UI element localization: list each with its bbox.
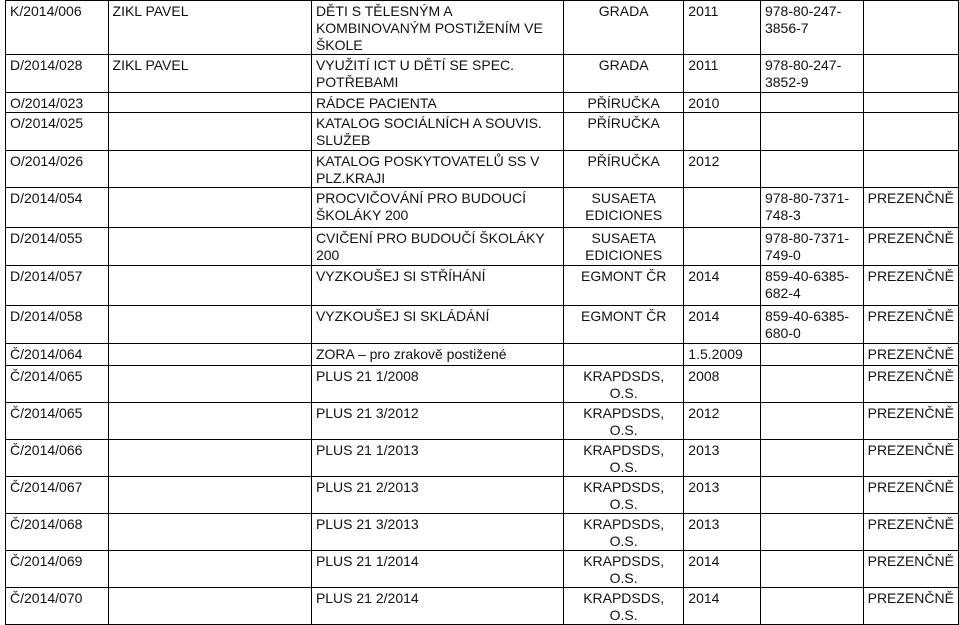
- publisher-cell: KRAPDSDS, O.S.: [564, 551, 684, 588]
- note-cell: PREZENČNĚ: [863, 228, 958, 266]
- isbn-cell: 859-40-6385-682-4: [760, 266, 863, 306]
- publisher-cell: GRADA: [564, 1, 684, 55]
- title-cell: PLUS 21 3/2013: [311, 514, 563, 551]
- table-row: [6, 113, 959, 151]
- publisher-cell: PŘÍRUČKA: [564, 113, 684, 151]
- year-cell: 2014: [684, 306, 761, 344]
- publisher-cell: PŘÍRUČKA: [564, 93, 684, 113]
- author-cell: [108, 551, 311, 588]
- author-cell: [108, 93, 311, 113]
- author-cell: [108, 440, 311, 477]
- isbn-cell: [760, 440, 863, 477]
- title-cell: CVIČENÍ PRO BUDOUČÍ ŠKOLÁKY 200: [311, 228, 563, 266]
- isbn-cell: [760, 366, 863, 403]
- isbn-cell: [760, 403, 863, 440]
- table-row: [6, 306, 959, 344]
- note-cell: [863, 93, 958, 113]
- signature-cell: O/2014/023: [6, 93, 109, 113]
- note-cell: PREZENČNĚ: [863, 366, 958, 403]
- isbn-cell: [760, 344, 863, 366]
- table-row: [6, 366, 959, 403]
- isbn-cell: [760, 113, 863, 151]
- publisher-cell: KRAPDSDS, O.S.: [564, 514, 684, 551]
- year-cell: 2013: [684, 514, 761, 551]
- note-cell: PREZENČNĚ: [863, 514, 958, 551]
- year-cell: [684, 228, 761, 266]
- note-cell: [863, 113, 958, 151]
- publisher-cell: PŘÍRUČKA: [564, 151, 684, 188]
- isbn-cell: [760, 551, 863, 588]
- author-cell: [108, 344, 311, 366]
- year-cell: [684, 113, 761, 151]
- author-cell: [108, 403, 311, 440]
- title-cell: PLUS 21 1/2008: [311, 366, 563, 403]
- title-cell: KATALOG POSKYTOVATELŮ SS V PLZ.KRAJI: [311, 151, 563, 188]
- signature-cell: D/2014/057: [6, 266, 109, 306]
- title-cell: PLUS 21 1/2013: [311, 440, 563, 477]
- year-cell: 2014: [684, 588, 761, 625]
- publisher-cell: [564, 344, 684, 366]
- author-cell: [108, 306, 311, 344]
- publisher-cell: KRAPDSDS, O.S.: [564, 366, 684, 403]
- author-cell: [108, 588, 311, 625]
- signature-cell: Č/2014/070: [6, 588, 109, 625]
- author-cell: [108, 151, 311, 188]
- note-cell: PREZENČNĚ: [863, 403, 958, 440]
- publisher-cell: EGMONT ČR: [564, 266, 684, 306]
- signature-cell: Č/2014/069: [6, 551, 109, 588]
- signature-cell: D/2014/028: [6, 55, 109, 93]
- year-cell: 2011: [684, 55, 761, 93]
- signature-cell: Č/2014/064: [6, 344, 109, 366]
- note-cell: PREZENČNĚ: [863, 440, 958, 477]
- table-row: [6, 588, 959, 625]
- note-cell: PREZENČNĚ: [863, 188, 958, 228]
- signature-cell: O/2014/026: [6, 151, 109, 188]
- title-cell: KATALOG SOCIÁLNÍCH A SOUVIS. SLUŽEB: [311, 113, 563, 151]
- author-cell: [108, 113, 311, 151]
- isbn-cell: [760, 151, 863, 188]
- title-cell: VYZKOUŠEJ SI SKLÁDÁNÍ: [311, 306, 563, 344]
- table-row: [6, 477, 959, 514]
- author-cell: [108, 477, 311, 514]
- publisher-cell: KRAPDSDS, O.S.: [564, 477, 684, 514]
- year-cell: 2010: [684, 93, 761, 113]
- author-cell: [108, 188, 311, 228]
- author-cell: [108, 228, 311, 266]
- title-cell: DĚTI S TĚLESNÝM A KOMBINOVANÝM POSTIŽENÍM VE ŠKOLE: [311, 1, 563, 55]
- year-cell: 2012: [684, 151, 761, 188]
- note-cell: [863, 1, 958, 55]
- table-row: [6, 228, 959, 266]
- publisher-cell: SUSAETA EDICIONES: [564, 228, 684, 266]
- isbn-cell: 859-40-6385-680-0: [760, 306, 863, 344]
- publisher-cell: EGMONT ČR: [564, 306, 684, 344]
- isbn-cell: [760, 588, 863, 625]
- year-cell: 2012: [684, 403, 761, 440]
- table-row: [6, 55, 959, 93]
- title-cell: VYUŽITÍ ICT U DĚTÍ SE SPEC. POTŘEBAMI: [311, 55, 563, 93]
- isbn-cell: [760, 477, 863, 514]
- year-cell: 1.5.2009: [684, 344, 761, 366]
- author-cell: [108, 266, 311, 306]
- signature-cell: O/2014/025: [6, 113, 109, 151]
- note-cell: PREZENČNĚ: [863, 306, 958, 344]
- isbn-cell: 978-80-247-3856-7: [760, 1, 863, 55]
- signature-cell: Č/2014/065: [6, 366, 109, 403]
- signature-cell: Č/2014/068: [6, 514, 109, 551]
- table-row: [6, 93, 959, 113]
- author-cell: ZIKL PAVEL: [108, 1, 311, 55]
- author-cell: [108, 366, 311, 403]
- author-cell: ZIKL PAVEL: [108, 55, 311, 93]
- signature-cell: Č/2014/066: [6, 440, 109, 477]
- table-row: [6, 188, 959, 228]
- isbn-cell: [760, 514, 863, 551]
- year-cell: 2008: [684, 366, 761, 403]
- title-cell: PLUS 21 1/2014: [311, 551, 563, 588]
- table-row: [6, 151, 959, 188]
- title-cell: ZORA – pro zrakově postižené: [311, 344, 563, 366]
- author-cell: [108, 514, 311, 551]
- title-cell: VYZKOUŠEJ SI STŘÍHÁNÍ: [311, 266, 563, 306]
- title-cell: PROCVIČOVÁNÍ PRO BUDOUCÍ ŠKOLÁKY 200: [311, 188, 563, 228]
- inventory-table: [5, 0, 959, 625]
- signature-cell: D/2014/055: [6, 228, 109, 266]
- title-cell: PLUS 21 2/2013: [311, 477, 563, 514]
- note-cell: PREZENČNĚ: [863, 266, 958, 306]
- signature-cell: D/2014/054: [6, 188, 109, 228]
- note-cell: PREZENČNĚ: [863, 344, 958, 366]
- table-row: [6, 344, 959, 366]
- note-cell: PREZENČNĚ: [863, 477, 958, 514]
- table-row: [6, 514, 959, 551]
- isbn-cell: 978-80-7371-748-3: [760, 188, 863, 228]
- note-cell: PREZENČNĚ: [863, 551, 958, 588]
- table-row: [6, 403, 959, 440]
- note-cell: PREZENČNĚ: [863, 588, 958, 625]
- year-cell: 2014: [684, 551, 761, 588]
- signature-cell: D/2014/058: [6, 306, 109, 344]
- publisher-cell: KRAPDSDS, O.S.: [564, 403, 684, 440]
- note-cell: [863, 55, 958, 93]
- publisher-cell: GRADA: [564, 55, 684, 93]
- isbn-cell: 978-80-7371-749-0: [760, 228, 863, 266]
- isbn-cell: [760, 93, 863, 113]
- isbn-cell: 978-80-247-3852-9: [760, 55, 863, 93]
- note-cell: [863, 151, 958, 188]
- title-cell: RÁDCE PACIENTA: [311, 93, 563, 113]
- year-cell: 2014: [684, 266, 761, 306]
- table-row: [6, 1, 959, 55]
- year-cell: 2013: [684, 477, 761, 514]
- table-body: [6, 1, 959, 625]
- title-cell: PLUS 21 3/2012: [311, 403, 563, 440]
- publisher-cell: KRAPDSDS, O.S.: [564, 588, 684, 625]
- table-row: [6, 440, 959, 477]
- year-cell: 2013: [684, 440, 761, 477]
- table-row: [6, 551, 959, 588]
- year-cell: 2011: [684, 1, 761, 55]
- table-row: [6, 266, 959, 306]
- year-cell: [684, 188, 761, 228]
- signature-cell: Č/2014/065: [6, 403, 109, 440]
- publisher-cell: KRAPDSDS, O.S.: [564, 440, 684, 477]
- title-cell: PLUS 21 2/2014: [311, 588, 563, 625]
- signature-cell: Č/2014/067: [6, 477, 109, 514]
- signature-cell: K/2014/006: [6, 1, 109, 55]
- publisher-cell: SUSAETA EDICIONES: [564, 188, 684, 228]
